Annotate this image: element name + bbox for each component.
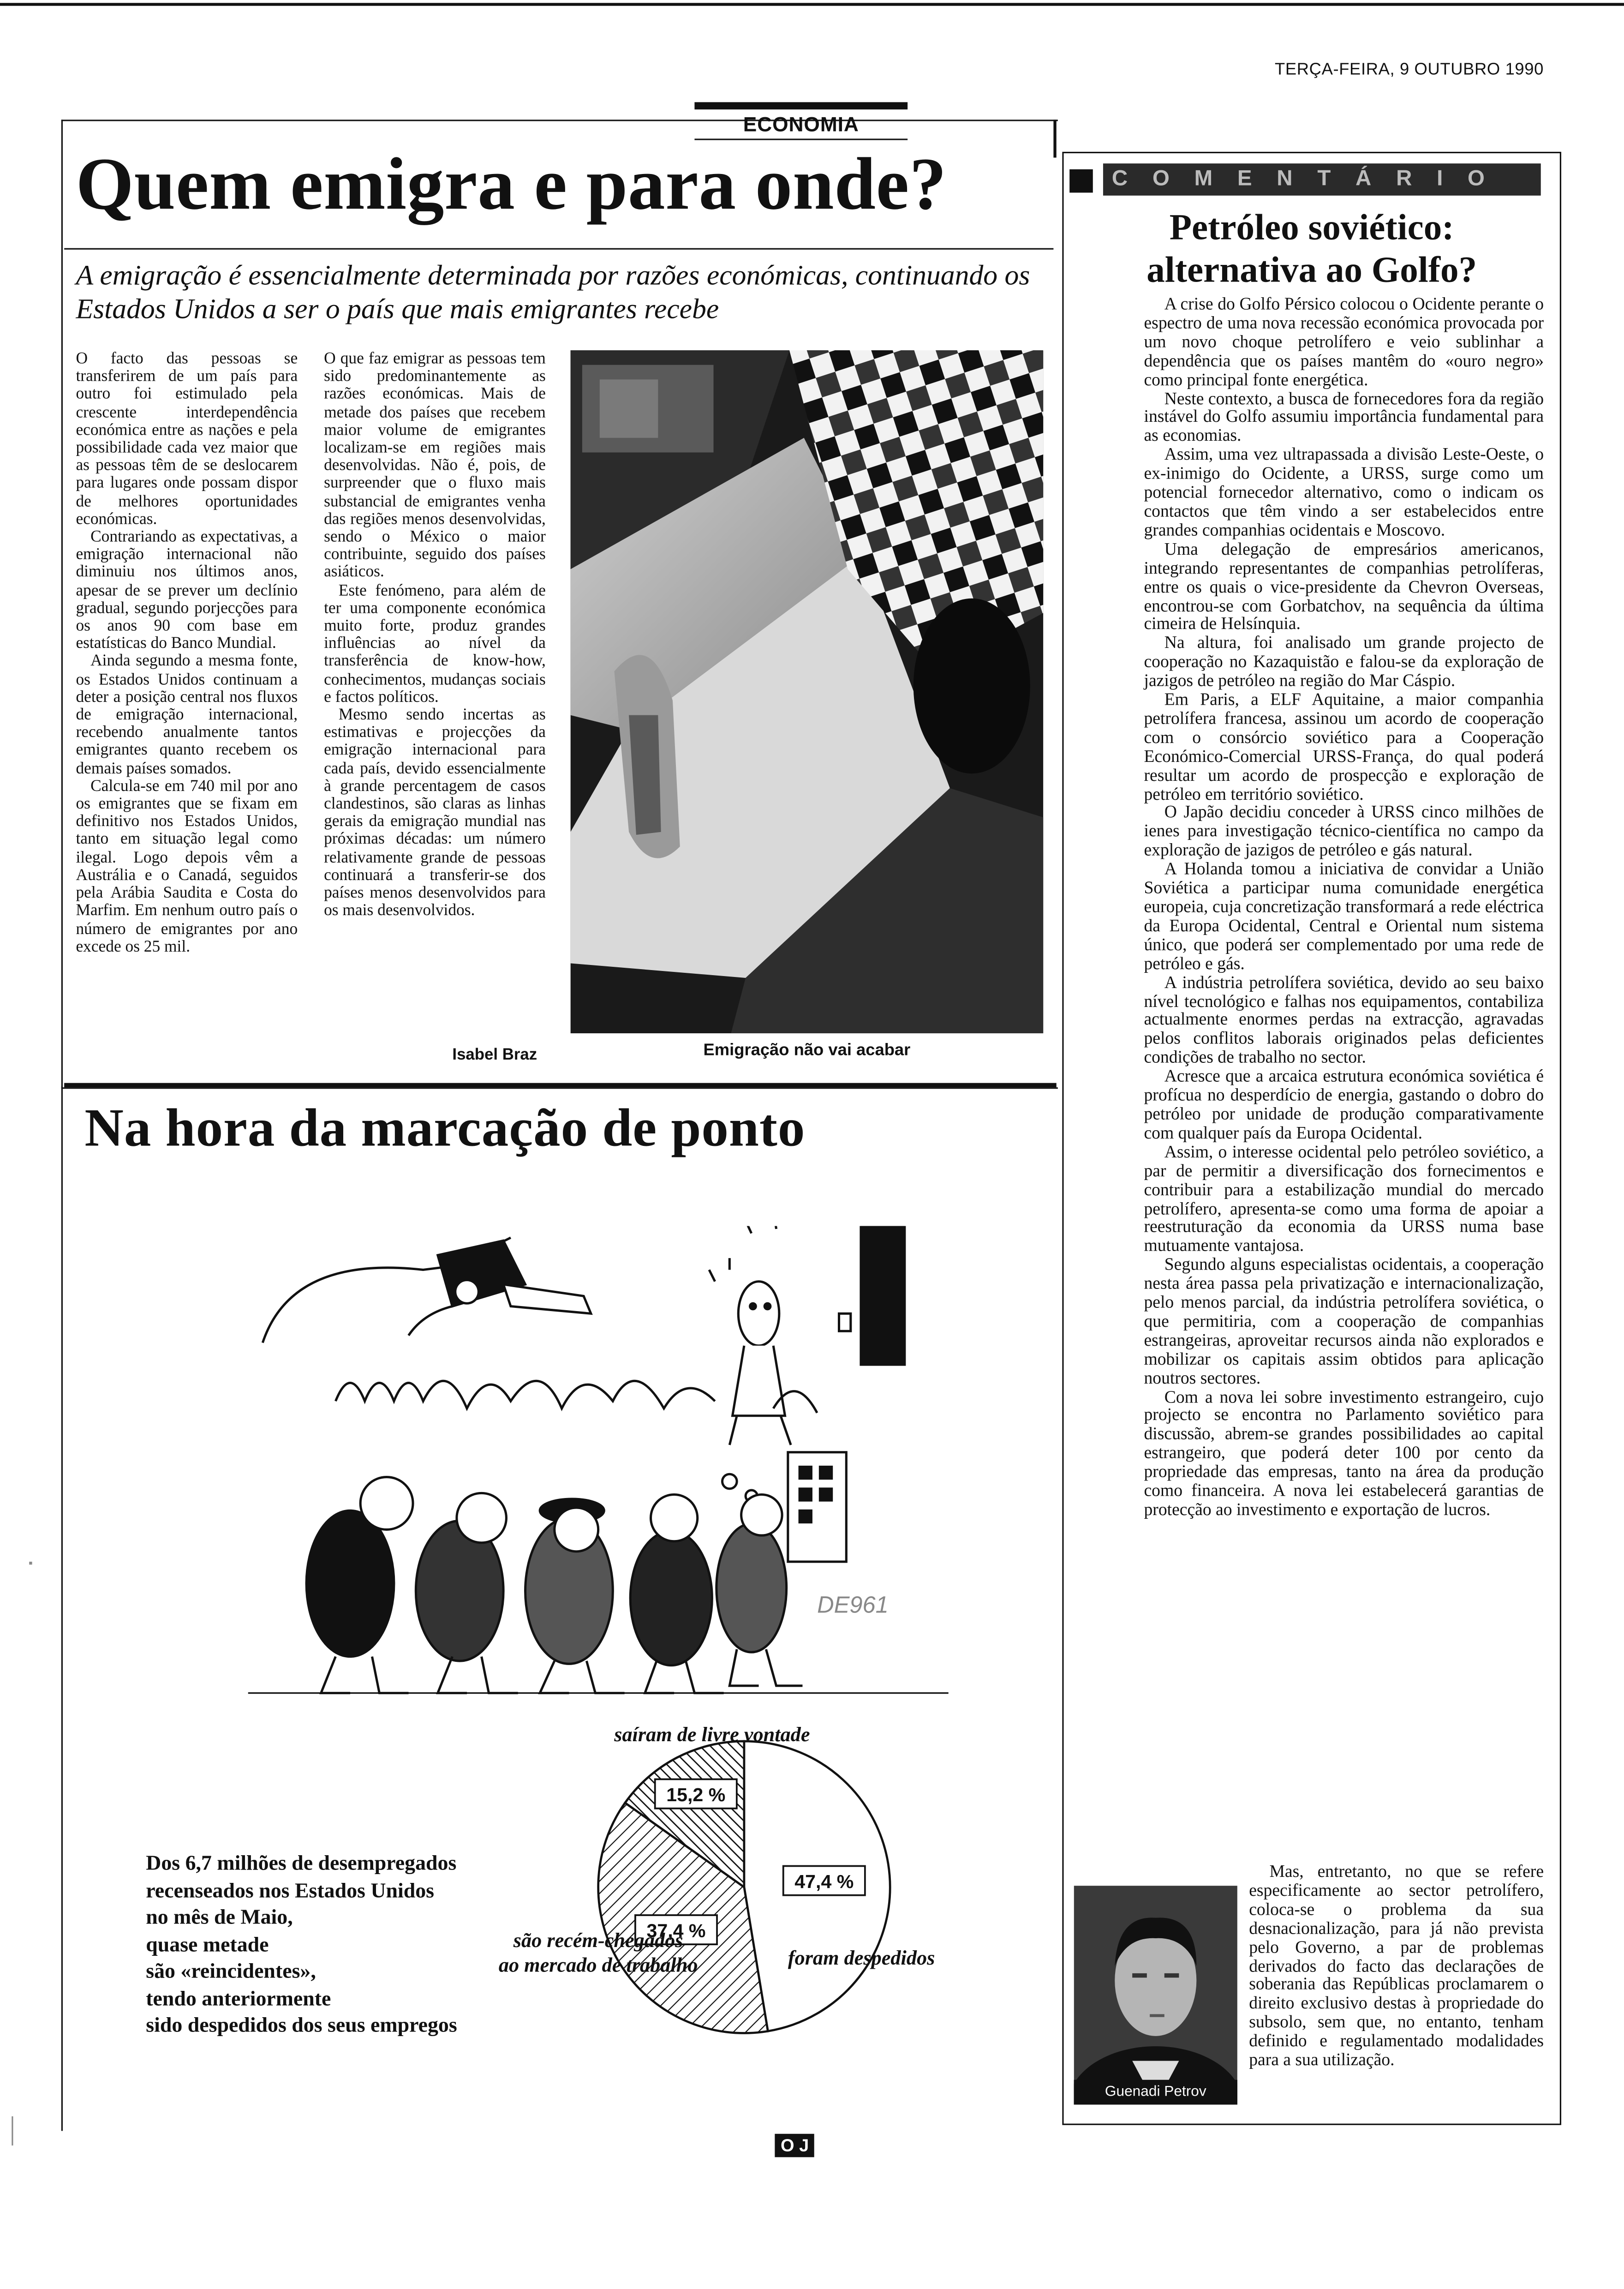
paragraph: Com a nova lei sobre investimento estrangeiro, cujo projecto se encontra no Parlamento soviético para discussão, abrem-se grandes possibilidades ao capital estrangeiro, que poderá deter 100 por cento da propriedade das empresas, tanto na área da produção como financeira. A nova lei estabelecerá garantias de protecção ao investimento e exportação de lucros. xyxy=(1144,1386,1544,1520)
paragraph: A Holanda tomou a iniciativa de convidar a União Soviética a participar numa comunidade energética europeia, cuja concretização transformará a rede eléctrica da Europa Ocidental, Central e Oriental num sistema único, que poderá ser complementado por uma rede de petróleo e gás. xyxy=(1144,858,1544,973)
pie-label-line: são recém-chegados xyxy=(513,1931,683,1953)
paragraph: Neste contexto, a busca de fornecedores fora da região instável do Golfo assumiu importância fundamental para as economias. xyxy=(1144,387,1544,446)
pie-label-livre-vontade: saíram de livre vontade xyxy=(614,1725,810,1747)
paragraph: Segundo alguns especialistas ocidentais, a cooperação nesta área passa pela privatização e internacionalização, pelo menos parcial, da indústria petrolífera soviética, o que permitiria, com a cooperação de companhias estrangeiras, aproveitar recursos ainda não explorados e mobilizar os capitais assim obtidos para aplicação noutros sectores. xyxy=(1144,1254,1544,1388)
caption-line: são «reincidentes», xyxy=(146,1960,316,1984)
page-date: TERÇA-FEIRA, 9 OUTUBRO 1990 xyxy=(1275,61,1544,79)
main-article-col2 xyxy=(324,350,546,920)
paragraph: O Japão decidiu conceder à URSS cinco milhões de ienes para investigação técnico-científica no campo da exploração de jazigos de petróleo e gás natural. xyxy=(1144,802,1544,860)
byline: Isabel Braz xyxy=(452,1046,537,1064)
paragraph: A crise do Golfo Pérsico colocou o Ocidente perante o espectro de uma nova recessão económica provocada por um novo choque petrolífero e veio sublinhar a dependência que os países mantêm do «ouro negro» como principal fonte energética. xyxy=(1144,293,1544,389)
paragraph: Este fenómeno, para além de ter uma componente económica muito forte, produz grandes influências ao nível da transferência de know-how, conhecimentos, mudanças sociais e factos políticos. xyxy=(324,581,546,707)
photo-caption: Emigração não vai acabar xyxy=(703,1042,911,1060)
paragraph: A indústria petrolífera soviética, devido ao seu baixo nível tecnológico e falhas nos equipamentos, contabiliza actualmente enormes perdas na extracção, agravadas pelos conflitos laborais originados pelas deficientes condições de trabalho no sector. xyxy=(1144,971,1544,1067)
marcacao-headline: Na hora da marcação de ponto xyxy=(84,1099,806,1159)
comentario-final-paragraph xyxy=(1249,1863,1544,2070)
comentario-headline-line: alternativa ao Golfo? xyxy=(1146,251,1477,291)
comentario-marker xyxy=(1069,169,1093,193)
main-article-col1 xyxy=(76,350,298,956)
paragraph: O facto das pessoas se transferirem de um país para outro foi estimulado pela crescente interdependência económica entre as nações e pela possibilidade cada vez maior que as pessoas têm de se deslocarem para lugares onde possam dispor de melhores oportunidades económicas. xyxy=(76,350,298,528)
pie-value-label: 15,2 % xyxy=(666,1784,726,1805)
paragraph: Contrariando as expectativas, a emigração internacional não diminuiu nos últimos anos, apesar de se prever um declínio gradual, segundo porjecções para os anos 90 com base em estatísticas do Banco Mundial. xyxy=(76,528,298,653)
main-headline: Quem emigra e para onde? xyxy=(76,144,947,227)
marcacao-caption xyxy=(146,1851,457,2040)
paragraph: Acresce que a arcaica estrutura económica soviética é profícua no desperdício de energia, gastando o dobro do petróleo por unidade de produção comparativamente com qualquer país da Europa Ocidental. xyxy=(1144,1066,1544,1143)
comentario-headline xyxy=(1080,207,1544,292)
pie-value-label: 47,4 % xyxy=(794,1870,854,1892)
caption-line: sido despedidos dos seus empregos xyxy=(146,2014,457,2038)
unemployment-cartoon xyxy=(248,1226,978,1722)
paragraph: Mas, entretanto, no que se refere especificamente ao sector petrolífero, coloca-se o problema da sua desnacionalização, para já não prevista pelo Governo, a par de problemas derivados do facto das declarações de soberania das Repúblicas proclamarem o direito exclusivo destas à propriedade do subsolo, sem que, no entanto, tenham definido e regulamentado modalidades para a sua utilização. xyxy=(1249,1861,1544,2070)
pie-value-label: 37,4 % xyxy=(646,1920,706,1941)
caption-line: quase metade xyxy=(146,1933,269,1957)
paragraph: O que faz emigrar as pessoas tem sido predominantemente as razões económicas. Mais de metade dos países que recebem maior volume de emigrantes localizam-se em regiões mais desenvolvidas. Não é, pois, de surpreender que o fluxo mais substancial de emigrantes venha das regiões menos desenvolvidas, sendo o México o maior contribuinte, seguido dos países asiáticos. xyxy=(324,350,546,582)
paragraph: Assim, uma vez ultrapassada a divisão Leste-Oeste, o ex-inimigo do Ocidente, a URSS, surge como um potencial fornecedor alternativo, como o indicam os contactos que têm vindo a ser estabelecidos entre grandes companhias ocidentais e Moscovo. xyxy=(1144,444,1544,540)
cartoon-signature: DE961 xyxy=(817,1594,889,1619)
paragraph: Calcula-se em 740 mil por ano os emigrantes que se fixam em definitivo nos Estados Unidos, tanto em situação legal como ilegal. Logo depois vêm a Austrália e o Canadá, seguidos pela Arábia Saudita e Costa do Marfim. Em nenhum outro país o número de emigrantes por ano excede os 25 mil. xyxy=(76,778,298,956)
main-deck: A emigração é essencialmente determinada por razões económicas, continuando os Estados Unidos a ser o país que mais emigrantes recebe xyxy=(76,261,1030,326)
author-caption: Guenadi Petrov xyxy=(1074,2080,1237,2105)
caption-line: no mês de Maio, xyxy=(146,1906,293,1929)
margin-mark xyxy=(29,1562,32,1564)
paragraph: Assim, o interesse ocidental pelo petróleo soviético, a par de permitir a diversificação dos fornecimentos e contribuir para a estabilização mundial do mercado petrolífero, apresenta-se como uma forma de apoiar a reestruturação da economia da URSS numa base mutuamente vantajosa. xyxy=(1144,1141,1544,1256)
unemployment-pie-chart xyxy=(555,1715,1021,2065)
caption-line: Dos 6,7 milhões de desempregados xyxy=(146,1852,457,1876)
section-label: ECONOMIA xyxy=(694,113,908,140)
folio-badge: O J xyxy=(775,2134,814,2157)
emigration-photo xyxy=(571,350,1044,1033)
paragraph: Ainda segundo a mesma fonte, os Estados Unidos continuam a deter a posição central nos fluxos de emigração internacional, recebendo anualmente tantos emigrantes quanto recebem os demais países somados. xyxy=(76,653,298,778)
paragraph: Na altura, foi analisado um grande projecto de cooperação no Kazaquistão e falou-se da exploração de jazigos de petróleo na região do Mar Cáspio. xyxy=(1144,632,1544,691)
pie-label-line: ao mercado de trabalho xyxy=(498,1955,698,1978)
section-bar xyxy=(694,102,908,109)
pie-label-despedidos: foram despedidos xyxy=(788,1948,935,1971)
comentario-body xyxy=(1144,295,1544,1519)
margin-mark xyxy=(12,2116,13,2145)
caption-line: tendo anteriormente xyxy=(146,1987,331,2011)
comentario-headline-line: Petróleo soviético: xyxy=(1169,209,1454,248)
author-photo xyxy=(1074,1886,1237,2104)
paragraph: Uma delegação de empresários americanos, integrando representantes de companhias petrolíferas, entre os quais o vice-presidente da Chevron Overseas, encontrou-se com Gorbatchov, na sequência da última cimeira de Helsínquia. xyxy=(1144,538,1544,634)
comentario-label: COMENTÁRIO xyxy=(1103,163,1541,196)
top-rule xyxy=(0,3,1624,6)
pie-label-recem-chegados xyxy=(438,1929,759,1979)
paragraph: Mesmo sendo incertas as estimativas e projecções da emigração internacional para cada país, devido essencialmente à grande percentagem de casos clandestinos, são claras as linhas gerais da emigração mundial nas próximas décadas: um número relativamente grande de pessoas continuará a transferir-se dos países menos desenvolvidos para os mais desenvolvidos. xyxy=(324,706,546,920)
paragraph: Em Paris, a ELF Aquitaine, a maior companhia petrolífera francesa, assinou um acordo de cooperação com o consórcio soviético para a Cooperação Económico-Comercial URSS-França, do qual poderá resultar um acordo de prospecção e exploração de petróleo em território soviético. xyxy=(1144,689,1544,804)
caption-line: recenseados nos Estados Unidos xyxy=(146,1879,435,1903)
